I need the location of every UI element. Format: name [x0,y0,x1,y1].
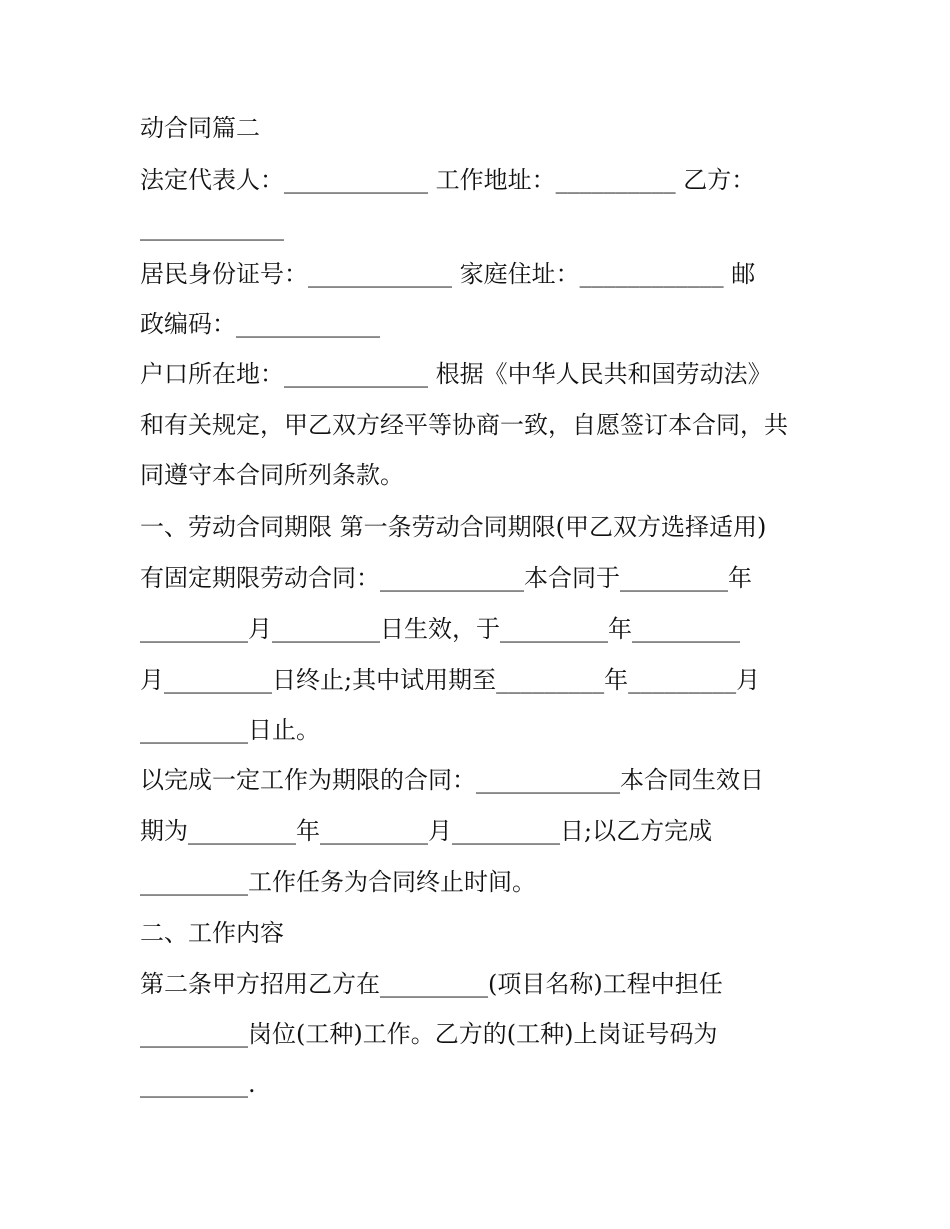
text-line: 动合同篇二 [140,114,260,142]
text-line: ____________ [140,213,284,241]
text-line: 法定代表人：____________ 工作地址：__________ 乙方： [140,166,756,194]
text-line: 政编码：____________ [140,310,380,338]
text-line: _________岗位(工种)工作。乙方的(工种)上岗证号码为 [140,1020,718,1048]
text-line: 一、劳动合同期限 第一条劳动合同期限(甲乙双方选择适用) [140,513,767,541]
text-line: 有固定期限劳动合同：____________本合同于_________年 [140,564,752,592]
text-line: 期为_________年_________月_________日;以乙方完成 [140,817,713,845]
text-line: _________日止。 [140,716,320,744]
text-line: _________工作任务为合同终止时间。 [140,868,536,896]
text-line: _________月_________日生效，于_________年_________ [140,615,740,643]
text-line: 户口所在地：____________ 根据《中华人民共和国劳动法》 [140,360,772,388]
text-line: 二、工作内容 [140,919,284,947]
text-line: _________. [140,1070,256,1098]
text-line: 同遵守本合同所列条款。 [140,461,404,489]
text-line: 第二条甲方招用乙方在_________(项目名称)工程中担任 [140,970,723,998]
text-line: 和有关规定，甲乙双方经平等协商一致，自愿签订本合同，共 [140,411,788,439]
text-line: 月_________日终止;其中试用期至_________年_________月 [140,666,761,694]
text-line: 居民身份证号：____________ 家庭住址：____________ 邮 [140,260,756,288]
text-line: 以完成一定工作为期限的合同：____________本合同生效日 [140,766,764,794]
